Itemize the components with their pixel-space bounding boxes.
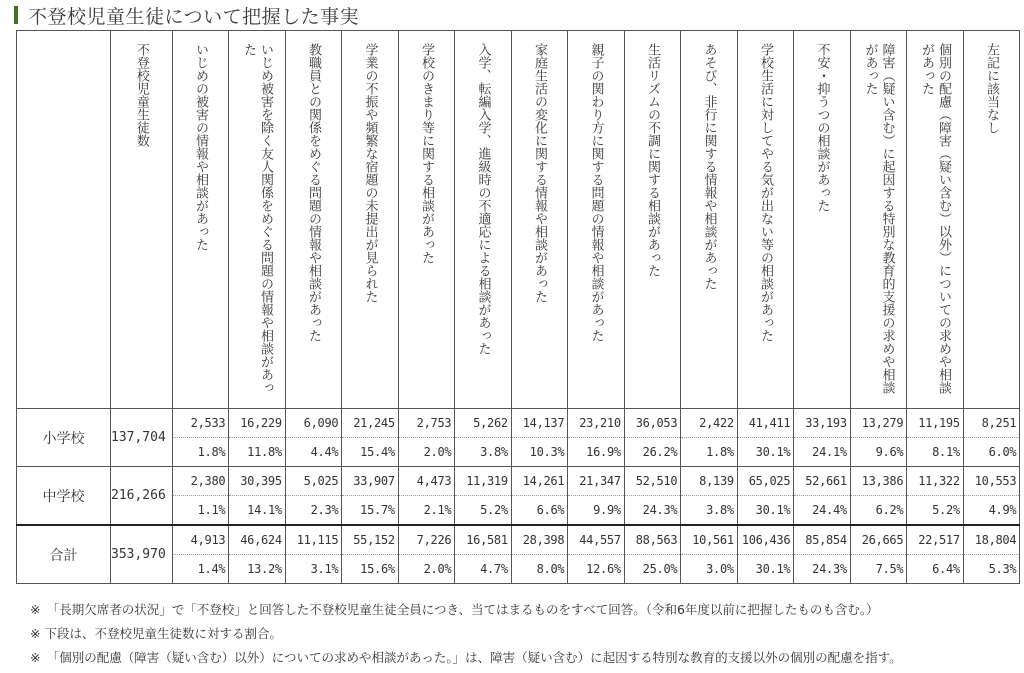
percent-value: 30.1% [755,503,791,517]
percent-value: 10.3% [529,445,565,459]
column-header-label: 親子の関わり方に関する問題の情報や相談があった [588,43,604,342]
data-cell [285,525,342,584]
percent-value: 12.6% [586,562,621,576]
count-value: 65,025 [738,467,794,496]
percent-value: 6.2% [875,503,904,517]
count-value: 46,624 [229,526,285,555]
percent-value: 24.3% [642,503,678,517]
data-table [16,30,1020,584]
footnote: ※ 下段は、不登校児童生徒数に対する割合。 [30,626,282,641]
column-header-label: いじめ被害を除く友人関係をめぐる問題の情報や相談があった [241,43,274,394]
data-cell [963,467,1020,526]
column-header-label: 左記に該当なし [984,43,1000,134]
data-cell [850,525,907,584]
table-row [17,409,1020,467]
column-header-label: 学校生活に対してやる気が出ない等の相談があった [758,43,774,342]
percent-value: 6.0% [988,445,1017,459]
data-cell [681,525,738,584]
percent-value: 5.2% [480,503,508,517]
column-header [963,31,1020,409]
count-value: 4,473 [399,467,455,496]
count-value: 16,229 [229,409,285,438]
percent-value: 24.4% [812,503,847,517]
row-total: 216,266 [111,467,173,526]
column-header-label: 教職員との関係をめぐる問題の情報や相談があった [306,43,322,342]
percent-value: 4.7% [480,562,508,576]
percent-value: 3.8% [480,445,508,459]
count-value: 18,804 [964,526,1020,555]
data-cell [963,409,1020,467]
total-row [17,525,1020,584]
data-cell [285,467,342,526]
percent-value: 13.2% [247,562,282,576]
count-value: 5,025 [286,467,342,496]
count-value: 55,152 [342,526,398,555]
column-header-label: 障害（疑い含む）に起因する特別な教育的支援の求めや相談があった [862,43,895,394]
percent-value: 5.3% [988,562,1017,576]
count-value: 26,665 [851,526,907,555]
data-cell [568,409,625,467]
count-value: 21,347 [568,467,624,496]
row-total: 137,704 [111,409,173,467]
data-cell [681,467,738,526]
data-cell [229,409,286,467]
percent-value: 26.2% [642,445,678,459]
percent-value: 15.4% [360,445,395,459]
data-cell [907,467,964,526]
percent-value: 15.6% [360,562,395,576]
count-value: 85,854 [794,526,850,555]
data-cell [511,525,568,584]
percent-value: 24.1% [812,445,847,459]
count-value: 2,380 [173,467,229,496]
data-cell [398,409,455,467]
count-value: 11,195 [907,409,963,438]
percent-value: 6.4% [932,562,960,576]
count-value: 13,386 [851,467,907,496]
data-cell [342,525,399,584]
percent-value: 9.6% [875,445,904,459]
count-value: 52,510 [625,467,681,496]
data-cell [229,467,286,526]
percent-value: 1.8% [706,445,734,459]
count-value: 30,395 [229,467,285,496]
column-header-label: 学業の不振や頻繁な宿題の未提出が見られた [362,43,378,303]
count-value: 4,913 [173,526,229,555]
count-value: 21,245 [342,409,398,438]
percent-value: 7.5% [875,562,904,576]
column-header [850,31,907,409]
percent-value: 30.1% [755,562,791,576]
column-header [794,31,851,409]
percent-value: 3.1% [310,562,339,576]
percent-value: 14.1% [247,503,282,517]
footnote: ※ 「個別の配慮（障害（疑い含む）以外）についての求めや相談があった。」は、障害（疑い含む）に起因する特別な教育的支援以外の個別の配慮を指す。 [30,650,902,665]
column-header-label: あそび、非行に関する情報や相談があった [701,43,717,290]
count-value: 5,262 [455,409,511,438]
column-header [398,31,455,409]
count-value: 23,210 [568,409,624,438]
data-cell [398,525,455,584]
count-value: 16,581 [455,526,511,555]
data-cell [398,467,455,526]
count-value: 106,436 [738,526,794,555]
title-text: 不登校児童生徒について把握した事実 [28,5,360,28]
data-cell [907,409,964,467]
data-cell [511,467,568,526]
percent-value: 24.3% [812,562,847,576]
column-header [229,31,286,409]
data-cell [511,409,568,467]
column-header [455,31,512,409]
column-header-label: 個別の配慮（障害（疑い含む）以外）についての求めや相談があった [919,43,952,394]
count-value: 2,422 [681,409,737,438]
column-header [624,31,681,409]
data-cell [737,467,794,526]
data-cell [681,409,738,467]
data-cell [624,409,681,467]
data-cell [794,409,851,467]
data-cell [455,525,512,584]
column-header [681,31,738,409]
count-value: 14,261 [512,467,568,496]
count-value: 33,193 [794,409,850,438]
count-value: 88,563 [625,526,681,555]
page-title [14,4,359,26]
percent-value: 8.1% [932,445,960,459]
data-cell [455,409,512,467]
count-value: 13,279 [851,409,907,438]
column-header [568,31,625,409]
count-value: 2,533 [173,409,229,438]
percent-value: 30.1% [755,445,791,459]
percent-value: 2.1% [423,503,452,517]
footnote: ※ 「長期欠席者の状況」で「不登校」と回答した不登校児童生徒全員につき、当てはまるものをすべて回答。（令和6年度以前に把握したものも含む。） [30,602,879,617]
column-header-label: 家庭生活の変化に関する情報や相談があった [532,43,548,303]
percent-value: 2.0% [423,445,452,459]
count-value: 10,561 [681,526,737,555]
column-header-total [111,31,173,409]
count-value: 11,322 [907,467,963,496]
count-value: 41,411 [738,409,794,438]
percent-value: 16.9% [586,445,621,459]
count-value: 33,907 [342,467,398,496]
data-cell [624,525,681,584]
column-header [342,31,399,409]
percent-value: 8.0% [536,562,565,576]
count-value: 28,398 [512,526,568,555]
count-value: 22,517 [907,526,963,555]
data-cell [737,409,794,467]
column-header-label: 不安・抑うつの相談があった [814,43,830,212]
data-cell [907,525,964,584]
percent-value: 6.6% [536,503,565,517]
count-value: 8,139 [681,467,737,496]
count-value: 8,251 [964,409,1020,438]
data-cell [963,525,1020,584]
percent-value: 4.9% [988,503,1017,517]
percent-value: 1.4% [197,562,226,576]
count-value: 2,753 [399,409,455,438]
count-value: 6,090 [286,409,342,438]
percent-value: 11.8% [247,445,282,459]
data-cell [229,525,286,584]
percent-value: 4.4% [310,445,339,459]
percent-value: 1.8% [197,445,226,459]
percent-value: 5.2% [932,503,960,517]
corner-cell [17,31,111,409]
column-header [285,31,342,409]
data-cell [172,467,229,526]
column-header [172,31,229,409]
row-label: 中学校 [17,467,111,526]
count-value: 11,115 [286,526,342,555]
count-value: 36,053 [625,409,681,438]
data-cell [568,525,625,584]
column-header [737,31,794,409]
data-cell [342,409,399,467]
data-cell [455,467,512,526]
percent-value: 15.7% [360,503,395,517]
data-cell [285,409,342,467]
data-cell [794,525,851,584]
count-value: 52,661 [794,467,850,496]
percent-value: 3.0% [706,562,734,576]
column-header [511,31,568,409]
data-cell [737,525,794,584]
table-row [17,467,1020,526]
percent-value: 3.8% [706,503,734,517]
percent-value: 2.0% [423,562,452,576]
count-value: 44,557 [568,526,624,555]
data-cell [342,467,399,526]
column-header [907,31,964,409]
column-header-label: 不登校児童生徒数 [133,43,149,147]
footnotes [30,598,902,670]
title-accent-bar [14,6,18,24]
data-cell [172,409,229,467]
percent-value: 2.3% [310,503,339,517]
header-row [17,31,1020,409]
data-cell [624,467,681,526]
data-cell [850,409,907,467]
column-header-label: 入学、転編入学、進級時の不適応による相談があった [475,43,491,355]
column-header-label: 学校のきまり等に関する相談があった [419,43,435,264]
percent-value: 9.9% [593,503,621,517]
count-value: 14,137 [512,409,568,438]
data-cell [172,525,229,584]
count-value: 11,319 [455,467,511,496]
column-header-label: 生活リズムの不調に関する相談があった [645,43,661,277]
row-total: 353,970 [111,525,173,584]
column-header-label: いじめの被害の情報や相談があった [193,43,209,251]
percent-value: 1.1% [197,503,226,517]
data-cell [850,467,907,526]
percent-value: 25.0% [642,562,678,576]
row-label: 小学校 [17,409,111,467]
count-value: 7,226 [399,526,455,555]
count-value: 10,553 [964,467,1020,496]
data-cell [794,467,851,526]
data-cell [568,467,625,526]
row-label: 合計 [17,525,111,584]
